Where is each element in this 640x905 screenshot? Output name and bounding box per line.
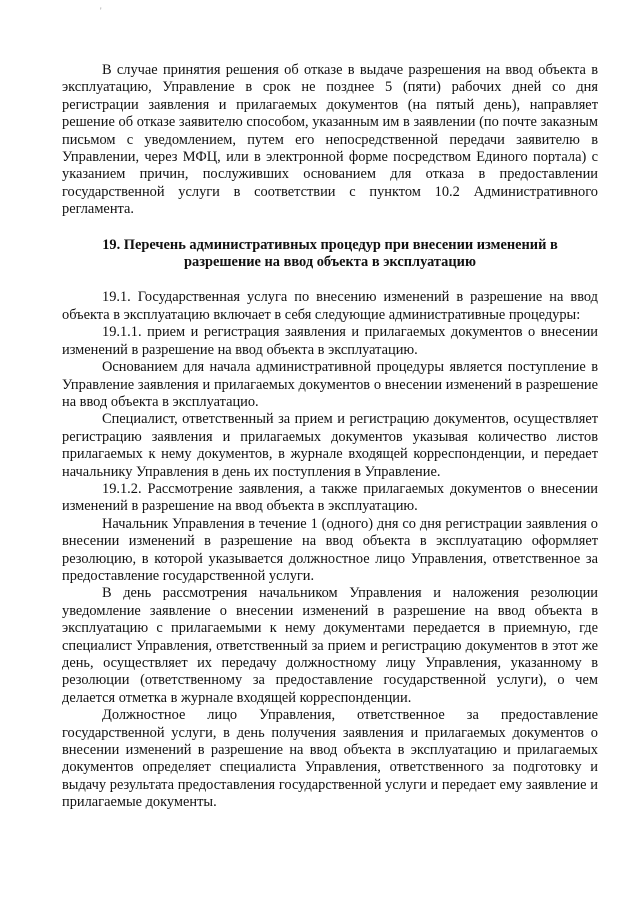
intro-paragraph: В случае принятия решения об отказе в выдаче разрешения на ввод объекта в эксплуатацию, Управление в срок не позднее 5 (пяти) рабочих дней со дня регистрации заявления и прилагаемых документов (на пятый день), направляет решение об отказе заявителю способом, указанным им в заявлении (по почте заказным письмом с уведомлением, путем его непосредственной передачи заявителю в Управлении, через МФЦ, или в электронной форме посредством Единого портала) с указанием причин, послуживших основанием для отказа в предоставлении государственной услуги в соответствии с пунктом 10.2 Административного регламента. — [62, 62, 598, 218]
scan-mark: ' — [100, 6, 102, 16]
spacer — [62, 271, 598, 289]
spacer — [62, 219, 598, 237]
section-heading: 19. Перечень административных процедур при внесении изменений в разрешение на ввод объекта в эксплуатацию — [102, 236, 558, 271]
paragraph-official: Должностное лицо Управления, ответственное за предоставление государственной услуги, в день получения заявления и прилагаемых документов о внесении изменений в разрешение на ввод объекта в эксплуатацию и прилагаемых документов определяет специалиста Управления, ответственного за подготовку и выдачу результата предоставления государственной услуги и передает ему заявление и прилагаемые документы. — [62, 707, 598, 811]
paragraph-specialist: Специалист, ответственный за прием и регистрацию документов, осуществляет регистрацию заявления и прилагаемых документов указывая количество листов прилагаемых к нему документов, в журнале входящей корреспонденции, и передает начальнику Управления в день их поступления в Управление. — [62, 411, 598, 480]
paragraph-review-day: В день рассмотрения начальником Управления и наложения резолюции уведомление заявление о внесении изменений в разрешение на ввод объекта в эксплуатацию с прилагаемыми к нему документами передается в приемную, где специалист Управления, ответственный за прием и регистрацию документов в этот же день, осуществляет их передачу должностному лицу Управления, указанному в резолюции (ответственному за предоставление государственной услуги), о чем делается отметка в журнале входящей корреспонденции. — [62, 585, 598, 706]
paragraph-19-1-2: 19.1.2. Рассмотрение заявления, а также прилагаемых документов о внесении изменений в разрешение на ввод объекта в эксплуатацию. — [62, 480, 598, 515]
paragraph-19-1: 19.1. Государственная услуга по внесению изменений в разрешение на ввод объекта в эксплуатацию включает в себя следующие административные процедуры: — [62, 289, 598, 323]
paragraph-head-resolution: Начальник Управления в течение 1 (одного) дня со дня регистрации заявления о внесении изменений в разрешение на ввод объекта в эксплуатацию оформляет резолюцию, в которой указывается должностное лицо Управления, ответственное за предоставление государственной услуги. — [62, 515, 598, 584]
paragraph-19-1-1: 19.1.1. прием и регистрация заявления и прилагаемых документов о внесении изменений в разрешение на ввод объекта в эксплуатацию. — [62, 324, 598, 358]
paragraph-basis: Основанием для начала административной процедуры является поступление в Управление заявления и прилагаемых документов о внесении изменений в разрешение на ввод объекта в эксплуатацио. — [62, 359, 598, 410]
